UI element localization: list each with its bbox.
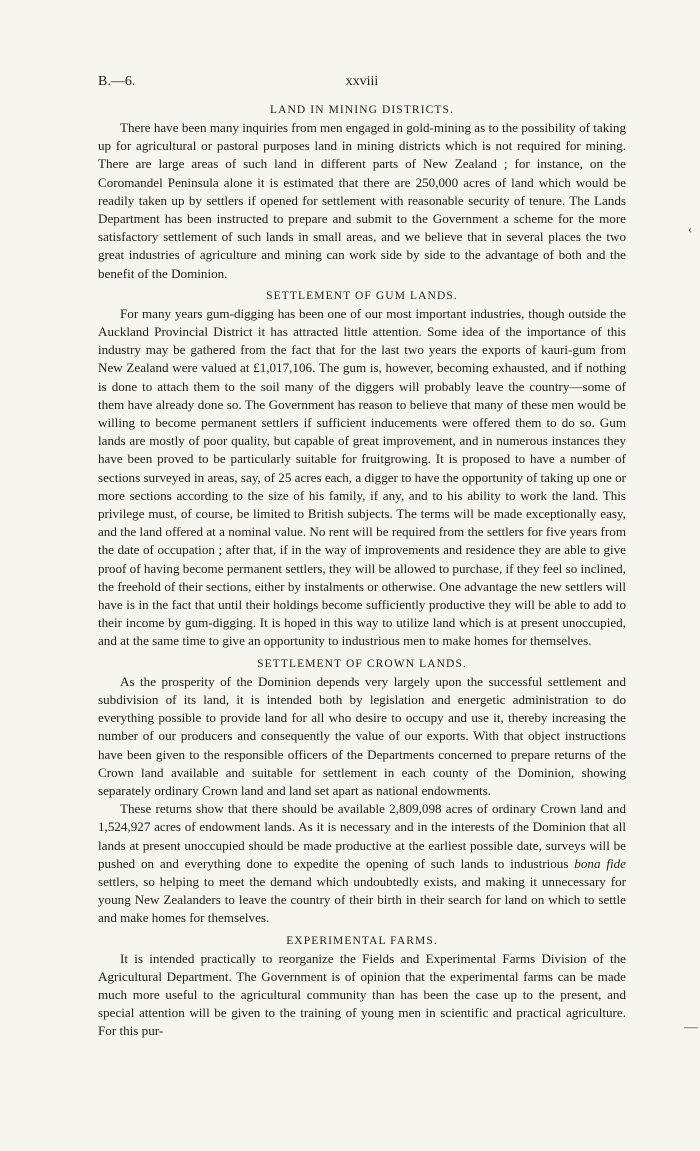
margin-dash-mark: — — [684, 1020, 698, 1035]
section-heading-experimental-farms: EXPERIMENTAL FARMS. — [286, 934, 438, 947]
document-reference: B.—6. — [98, 74, 136, 89]
section-heading-gum-lands: SETTLEMENT OF GUM LANDS. — [266, 289, 458, 302]
paragraph-crown-lands-2-text: These returns show that there should be available 2,809,098 acres of ordinary Crown land and 1,524,927 acres of endowment lands. As it is necessary and in the interests of the Dominion that all lands at present unoccupied should be made productive at the earliest possible date, surveys will be pushed on and everything done to expedite the opening of such lands to industrious — [98, 801, 626, 871]
paragraph-gum-lands: For many years gum-digging has been one of our most important industries, though outside the Auckland Provincial District it has attracted little attention. Some idea of the importance of this industry may be gathered from the fact that for the last two years the exports of kauri-gum from New Zealand were valued at £1,017,106. The gum is, however, becoming exhausted, and if nothing is done to attach them to the soil many of the diggers will probably leave the country—some of them have already done so. The Government has reason to believe that many of these men would be willing to become permanent settlers if sufficient inducements were offered them to do so. Gum lands are mostly of poor quality, but capable of great improvement, and in numerous instances they have been proved to be particularly suitable for fruitgrowing. It is proposed to have a number of sections surveyed in areas, say, of 25 acres each, a digger to have the opportunity of taking up one or more sections according to the size of his family, if any, and to his ability to work the land. This privilege must, of course, be limited to British subjects. The terms will be made exceptionally easy, and the land offered at a nominal value. No rent will be required from the settlers for five years from the date of occupation ; after that, if in the way of improvements and residence they are able to give proof of having become permanent settlers, they will be allowed to purchase, if they feel so inclined, the freehold of their sections, either by instalments or otherwise. One advantage the new settlers will have is in the fact that until their holdings become sufficiently productive they will be able to add to their income by gum-digging. It is hoped in this way to utilize land which is at present unoccupied, and at the same time to give an opportunity to industrious men to make homes for themselves. — [98, 305, 626, 649]
paragraph-crown-lands-1: As the prosperity of the Dominion depends very largely upon the successful settlement and subdivision of its land, it is intended both by legislation and energetic administration to do everything possible to provide land for all who desire to occupy and use it, thereby increasing the number of our producers and consequently the value of our exports. With that object instructions have been given to the responsible officers of the Departments concerned to prepare returns of the Crown land available and suitable for settlement in each county of the Dominion, showing separately ordinary Crown land and land set apart as national endowments. — [98, 673, 626, 798]
latin-phrase: bona fide — [574, 855, 626, 871]
section-heading-crown-lands: SETTLEMENT OF CROWN LANDS. — [257, 657, 467, 670]
paragraph-crown-lands-2 — [98, 800, 626, 927]
margin-tick-mark: ‹ — [688, 222, 692, 236]
paragraph-experimental-farms: It is intended practically to reorganize the Fields and Experimental Farms Division of the Agricultural Department. The Government is of opinion that the experimental farms can be made much more useful to the agricultural community than has been the case up to the present, and special attention will be given to the training of young men in scientific and practical agriculture. For this pur- — [98, 950, 626, 1039]
section-heading-mining: LAND IN MINING DISTRICTS. — [269, 104, 455, 116]
page-header — [98, 74, 626, 94]
paragraph-mining: There have been many inquiries from men engaged in gold-mining as to the possibility of taking up for agricultural or pastoral purposes land in mining districts which is not required for mining. There are large areas of such land in different parts of New Zealand ; for instance, on the Coromandel Peninsula alone it is estimated that there are 250,000 acres of land which would be readily taken up by settlers if opened for settlement with reasonable security of tenure. The Lands Department has been instructed to prepare and submit to the Government a scheme for the more satisfactory settlement of such lands in small areas, and we believe that in several places the two great industries of agriculture and mining can work side by side to the advantage of both and the benefit of the Dominion. — [98, 120, 626, 281]
page-content — [98, 101, 626, 1045]
page-number: xxviii — [345, 74, 379, 89]
paragraph-crown-lands-2-end: settlers, so helping to meet the demand which undoubtedly exists, and making it unnecessary for young New Zealanders to leave the country of their birth in their search for land on which to settle and make homes for themselves. — [98, 873, 626, 926]
